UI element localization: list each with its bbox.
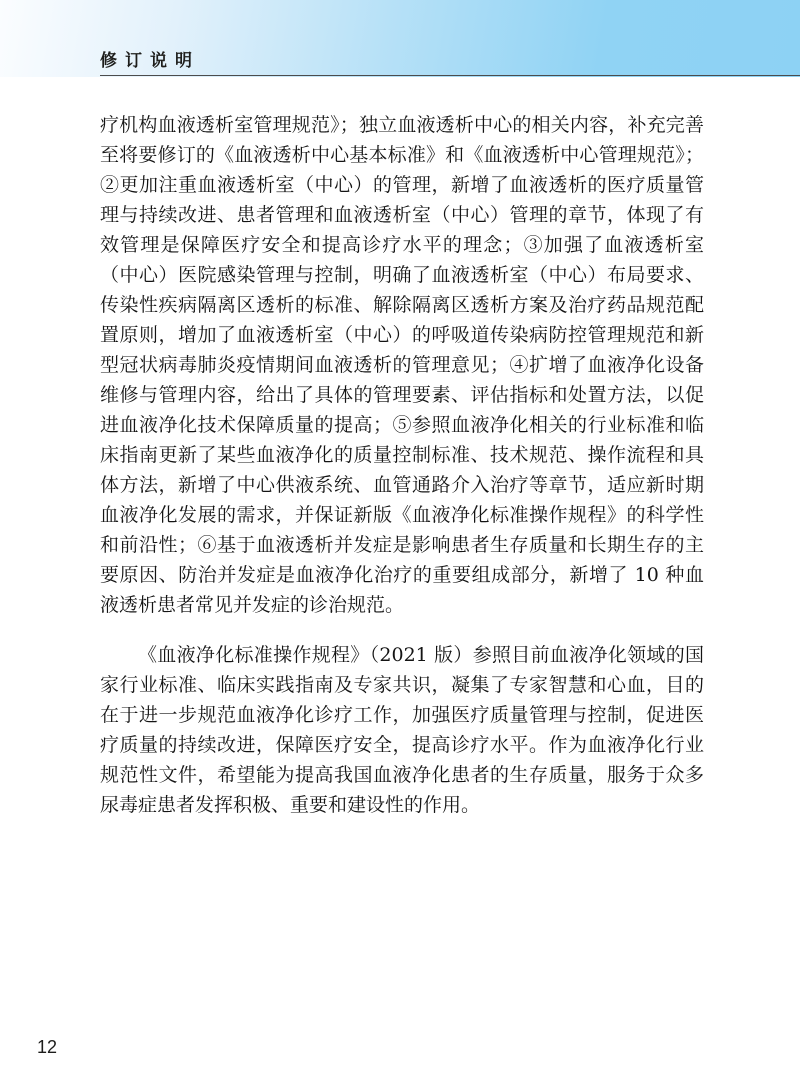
paragraph-revision-details: 疗机构血液透析室管理规范》；独立血液透析中心的相关内容，补充完善至将要修订的《血液透析中心基本标准》和《血液透析中心管理规范》；②更加注重血液透析室（中心）的管理，新增了血液透析的医疗质量管理与持续改进、患者管理和血液透析室（中心）管理的章节，体现了有效管理是保障医疗安全和提高诊疗水平的理念；③加强了血液透析室（中心）医院感染管理与控制，明确了血液透析室（中心）布局要求、传染性疾病隔离区透析的标准、解除隔离区透析方案及治疗药品规范配置原则，增加了血液透析室（中心）的呼吸道传染病防控管理规范和新型冠状病毒肺炎疫情期间血液透析的管理意见；④扩增了血液净化设备维修与管理内容，给出了具体的管理要素、评估指标和处置方法，以促进血液净化技术保障质量的提高；⑤参照血液净化相关的行业标准和临床指南更新了某些血液净化的质量控制标准、技术规范、操作流程和具体方法，新增了中心供液系统、血管通路介入治疗等章节，适应新时期血液净化发展的需求，并保证新版《血液净化标准操作规程》的科学性和前沿性；⑥基于血液透析并发症是影响患者生存质量和长期生存的主要原因、防治并发症是血液净化治疗的重要组成部分，新增了 10 种血液透析患者常见并发症的诊治规范。 (100, 114, 704, 616)
header-banner (0, 0, 800, 77)
page-number: 12 (37, 1037, 58, 1057)
page-title: 修订说明 (100, 51, 200, 70)
body-text (100, 110, 704, 820)
header-rule (100, 75, 800, 76)
paragraph-closing-statement: 《血液净化标准操作规程》（2021 版）参照目前血液净化领域的国家行业标准、临床实践指南及专家共识，凝集了专家智慧和心血，目的在于进一步规范血液净化诊疗工作，加强医疗质量管理与控制，促进医疗质量的持续改进，保障医疗安全，提高诊疗水平。作为血液净化行业规范性文件，希望能为提高我国血液净化患者的生存质量，服务于众多尿毒症患者发挥积极、重要和建设性的作用。 (100, 644, 704, 816)
